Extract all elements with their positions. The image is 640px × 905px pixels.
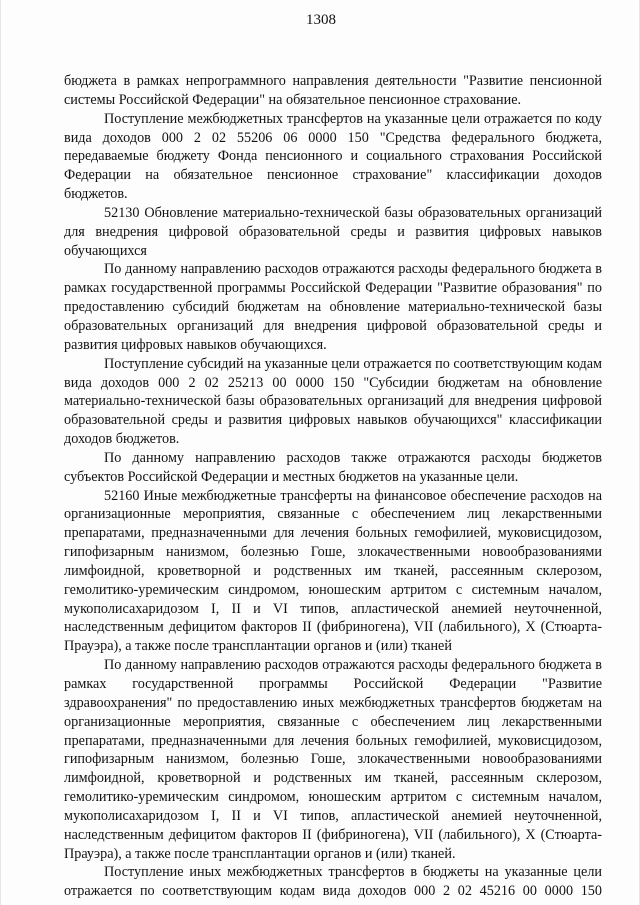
page-number: 1308 xyxy=(306,12,336,28)
heading-52160: 52160 Иные межбюджетные трансферты на финансовое обеспечение расходов на организационные мероприятия, связанные с обеспечением лиц лекарственными препаратами, предназначенными для лечения больных гемофилией, муковисцидозом, гипофизарным нанизмом, болезнью Гоше, злокачественными новообразованиями лимфоидной, кроветворной и родственных им тканей, рассеянным склерозом, гемолитико-уремическим синдромом, юношеским артритом с системным началом, мукополисахаридозом I, II и VI типов, апластической анемией неуточненной, наследственным дефицитом факторов II (фибриногена), VII (лабильного), X (Стюарта-Прауэра), а также после трансплантации органов и (или) тканей xyxy=(64,487,602,655)
paragraph-52160-income-code: Поступление иных межбюджетных трансфертов в бюджеты на указанные цели отражается по соответствующим кодам вида доходов 000 2 02 45216 00 0000 150 xyxy=(64,864,602,900)
paragraph-52130-income-code: Поступление субсидий на указанные цели отражается по соответствующим кодам вида доходов 000 2 02 25213 00 0000 150 "Субсидии бюджетам на обновление материально-технической базы образовательных организаций для внедрения цифровой образовательной среды и развития цифровых навыков обучающихся" классификации доходов бюджетов. xyxy=(64,355,602,448)
paragraph-continuation: бюджета в рамках непрограммного направления деятельности "Развитие пенсионной системы Российской Федерации" на обязательное пенсионное страхование. xyxy=(64,73,602,108)
paragraph-52130-expenses: По данному направлению расходов отражаются расходы федерального бюджета в рамках государственной программы Российской Федерации "Развитие образования" по предоставлению субсидий бюджетам на обновление материально-технической базы образовательных организаций для внедрения цифровой образовательной среды и развития цифровых навыков обучающихся. xyxy=(64,261,602,353)
paragraph-pension-transfers-income-code: Поступление межбюджетных трансфертов на указанные цели отражается по коду вида доходов 000 2 02 55206 06 0000 150 "Средства федерального бюджета, передаваемые бюджету Фонда пенсионного и социального страхования Российской Федерации на обязательное пенсионное страхование" классификации доходов бюджетов. xyxy=(64,110,602,203)
paragraph-52160-expenses: По данному направлению расходов отражаются расходы федерального бюджета в рамках государственной программы Российской Федерации "Развитие здравоохранения" по предоставлению иных межбюджетных трансфертов бюджетам на организационные мероприятия, связанные с обеспечением лиц лекарственными препаратами, предназначенными для лечения больных гемофилией, муковисцидозом, гипофизарным нанизмом, болезнью Гоше, злокачественными новообразованиями лимфоидной, кроветворной и родственных им тканей, рассеянным склерозом, гемолитико-уремическим синдромом, юношеским артритом с системным началом, мукополисахаридозом I, II и VI типов, апластической анемией неуточненной, наследственным дефицитом факторов II (фибриногена), VII (лабильного), X (Стюарта-Прауэра), а также после трансплантации органов и (или) тканей. xyxy=(64,657,602,862)
heading-52130: 52130 Обновление материально-технической базы образовательных организаций для внедрения цифровой образовательной среды и развития цифровых навыков обучающихся xyxy=(64,204,602,259)
paragraph-52130-regional-budgets: По данному направлению расходов также отражаются расходы бюджетов субъектов Российской Федерации и местных бюджетов на указанные цели. xyxy=(64,449,602,485)
document-body xyxy=(64,72,602,901)
